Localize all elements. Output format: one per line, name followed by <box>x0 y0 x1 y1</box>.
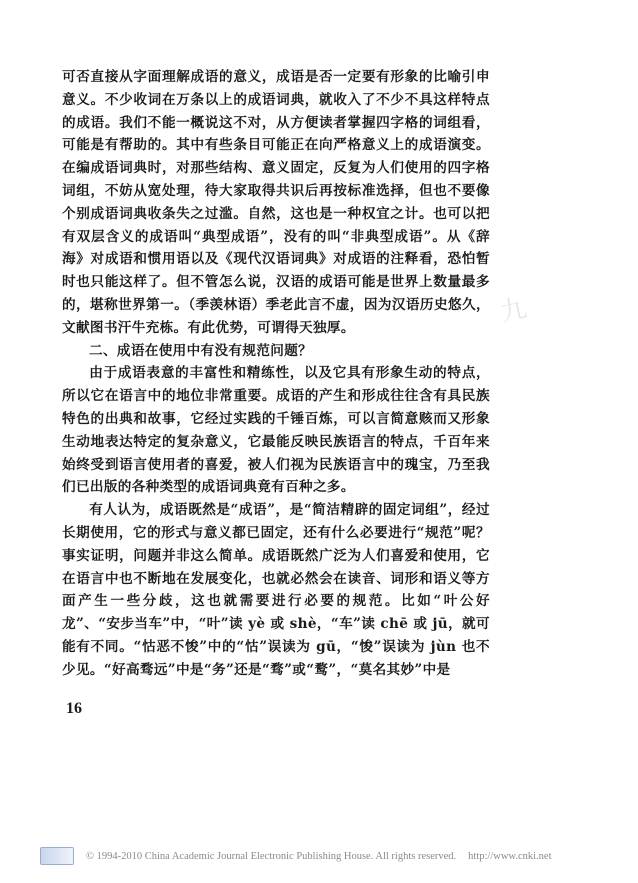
footer-copyright: © 1994-2010 China Academic Journal Electronic Publishing House. All rights reserved. <box>86 850 457 862</box>
section-heading: 二、成语在使用中有没有规范问题？ <box>89 342 313 359</box>
paragraph-1: 可否直接从字面理解成语的意义，成语是否一定要有形象的比喻引申意义。不少收词在万条以上的成语词典，就收入了不少不具这样特点的成语。我们不能一概说这不对，从方便读者掌握四字格的词组看，可能是有帮助的。其中有些条目可能正在向严格意义上的成语演变。在编成语词典时，对那些结构、意义固定，反复为人们使用的四字格词组，不妨从宽处理，待大家取得共识后再按标准选择，但也不要像个别成语词典收条失之过滥。自然，这也是一种权宜之计。也可以把有双层含义的成语叫“典型成语”，没有的叫“非典型成语”。从《辞海》对成语和惯用语以及《现代汉语词典》对成语的注释看，恐怕暂时也只能这样了。但不管怎么说，汉语的成语可能是世界上数量最多的，堪称世界第一。（季羡林语）季老此言不虚，因为汉语历史悠久，文献图书汗牛充栋。有此优势，可谓得天独厚。 <box>62 69 490 336</box>
body-text <box>62 66 490 682</box>
page-number: 16 <box>66 700 82 717</box>
faint-watermark-mark: 九 <box>497 293 530 329</box>
paragraph-2: 由于成语表意的丰富性和精练性，以及它具有形象生动的特点，所以它在语言中的地位非常重要。成语的产生和形成往往含有具民族特色的出典和故事，它经过实践的千锤百炼，可以言简意赅而又形象生动地表达特定的复杂意义，它最能反映民族语言的特点，千百年来始终受到语言使用者的喜爱，被人们视为民族语言中的瑰宝，乃至我们已出版的各种类型的成语词典竟有百种之多。 <box>62 365 490 496</box>
footer <box>40 846 610 866</box>
cnki-logo-icon <box>40 847 74 865</box>
footer-url[interactable]: http://www.cnki.net <box>468 850 552 862</box>
paragraph-3: 有人认为，成语既然是“成语”，是“简洁精辟的固定词组”，经过长期使用，它的形式与意义都已固定，还有什么必要进行“规范”呢？事实证明，问题并非这么简单。成语既然广泛为人们喜爱和使用，它在语言中也不断地在发展变化，也就必然会在读音、词形和语义等方面产生一些分歧，这也就需要进行必要的规范。比如“叶公好龙”、“安步当车”中，“叶”读 yè 或 shè，“车”读 chē 或 jū，就可能有不同。“怙恶不悛”中的“怙”误读为 gū，“悛”误读为 jùn 也不少见。“好高骛远”中是“务”还是“骛”或“鹜”，“莫名其妙”中是 <box>62 502 490 678</box>
